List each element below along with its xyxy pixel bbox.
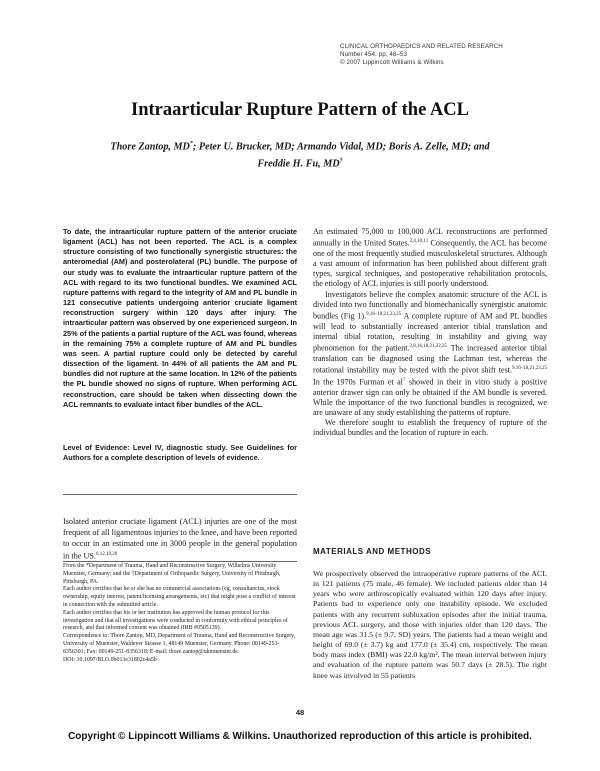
abstract: To date, the intraarticular rupture pattern of the anterior cruciate ligament (ACL) has not been reported. The ACL is a complex structure consisting of two functionally synergistic structures: the anteromedial (AM) and posterolateral (PL) bundle. The purpose of our study was to evaluate the intraarticular rupture pattern of the ACL with regard to its two functional bundles. We examined ACL rupture patterns with regard to the integrity of AM and PL bundle in 121 consecutive patients undergoing anterior cruciate ligament reconstruction surgery within 120 days after injury. The intraarticular pattern was observed by one experienced surgeon. In 25% of the patients a partial rupture of the ACL was found, whereas in the remaining 75% a complete rupture of AM and PL bundles was seen. A partial rupture could only be detected by careful dissection of the ligament. In 44% of all patients the AM and PL bundles did not rupture at the same location. In 12% of the patients the PL bundle showed no signs of rupture. When performing ACL reconstruction, care should be taken when dissecting down the ACL remnants to evaluate intact fiber bundles of the ACL. [63,227,297,409]
intro-text: Isolated anterior cruciate ligament (ACL) injuries are one of the most frequent of all ligamentous injuries to the knee, and have been reported to occur in an estimated one in 3000 people in the general population in the US. [63,517,297,561]
intro-paragraph [63,516,297,562]
footnote-correspondence: Correspondence to: Thore Zantop, MD, Department of Trauma, Hand and Reconstructive Surgery, University of Muenster, Waldeyer Strasse 1, 48149 Muenster, Germany. Phone: 00149-251-8356301; Fax: 00149-251-8356318; E-mail: thore.zantop@ukmuenster.de. [63,633,296,655]
p2-text-a: Investigators believe the complex anatomic structure of the ACL is divided into two functionally and biomechanically synergistic anatomic bundles (Fig 1). [313,289,547,321]
p2-text-c: The increased anterior tibial translation can be diagnosed using the Lachman test, whereas the rotational instability may be tested with the pivot shift test. [313,343,547,375]
paragraph-3: We therefore sought to establish the frequency of rupture of the individual bundles and the location of rupture in each. [313,418,547,438]
section-heading-methods: MATERIALS AND METHODS [313,547,432,556]
p2-ref-3: 9,16–18,21,23,25 [512,366,547,372]
footnote-doi: DOI: 10.1097/BLO.0b013e31802c4a5b [63,656,157,663]
p2-text-b: A complete rupture of AM and PL bundles will lead to substantially increased anterior tibial translation and internal tibial rotation, resulting in instability and giving way phenomenon for the patient. [313,311,548,353]
right-column-body [313,227,547,439]
level-of-evidence: Level of Evidence: Level IV, diagnostic study. See Guidelines for Authors for a complete description of levels of evidence. [63,443,297,463]
intro-ref: 6,12,19,20 [95,552,118,557]
journal-issue: Number 454, pp. 48–53 [340,51,408,58]
author-first-mark: * [189,141,193,147]
author-list [100,137,500,172]
paragraph-1 [313,227,547,290]
footnotes [63,563,297,664]
p1-text: An estimated 75,000 to 100,000 ACL reconstructions are performed annually in the United States. [313,227,547,248]
article-title: Intraarticular Rupture Pattern of the ACL [131,100,469,120]
paragraph-2 [313,290,547,419]
author-last-mark: † [339,158,343,165]
journal-header [340,43,540,67]
author-last: Freddie H. Fu, MD [257,158,340,170]
journal-copyright: © 2007 Lippincott Williams & Wilkins [340,59,444,66]
copyright-footer: Copyright © Lippincott Williams & Wilkins. Unauthorized reproduction of this article is prohibited. [68,731,532,742]
p2-text-d: In the 1970s Furman et al [313,377,403,387]
author-first: Thore Zantop, MD [110,141,190,153]
p2-ref-4: 7 [402,377,406,383]
p1-text-cont: Consequently, the ACL has become one of the most frequently studied musculoskeletal structures. Although a vast amount of information has been published about different graft types, surgical techniques, and postoperative rehabilitation protocols, the etiology of ACL injuries is still poorly understood. [313,238,547,289]
p2-ref-1: 9,16–18,21,23,25 [366,311,402,317]
footnote-irb: Each author certifies that his or her institution has approved the human protocol for this investigation and that all investigations were conducted in conformity with ethical principles of research, and that informed consent was obtained (IRB #0505139). [63,609,288,632]
page-number: 48 [295,708,305,717]
p2-ref-2: 3,8,16,18,21,22,25 [409,344,448,350]
journal-name: CLINICAL ORTHOPAEDICS AND RELATED RESEARCH [340,43,503,50]
author-middle: ; Peter U. Brucker, MD; Armando Vidal, MD; Boris A. Zelle, MD; and [192,141,490,153]
p2-text-e: showed in their in vitro study a positive anterior drawer sign can only be obtained if the AM bundle is severed. While the importance of the two functional bundles is recognized, we are unaware of any study establishing the patterns of rupture. [313,377,547,418]
footnote-affiliation: From the *Department of Trauma, Hand and Reconstructive Surgery, Wilhelms University Muenster, Germany; and the †Department of Orthopaedic Surgery, University of Pittsburgh, Pittsburgh, PA. [63,563,281,585]
p1-ref: 2,4,10,11 [409,239,429,245]
methods-paragraph: We prospectively observed the intraoperative rupture patterns of the ACL in 121 patients (75 male, 46 female). We included patients older than 14 years who were arthroscopically evaluated within 120 days after injury. Patients had to experience only one instability episode. We excluded patients with any recurrent subluxation episodes after the initial trauma, previous ACL surgery, and those with injuries older than 120 days. The mean age was 31.5 (± 9.7, SD) years. The patients had a mean weight and height of 69.0 (± 3.7) kg and 177.0 (± 35.4) cm, respectively. The mean body mass index (BMI) was 22.0 kg/m². The mean interval between injury and evaluation of the rupture pattern was 50.7 days (± 28.5). The right knee was involved in 55 patients [313,569,547,680]
footnote-conflict: Each author certifies that he or she has no commercial associations (eg, consultancies, stock ownership, equity interest, patent/licensing arrangements, etc) that might pose a conflict of interest in connection with the submitted article. [63,586,296,608]
abstract-divider [63,494,297,495]
footnote-divider [63,561,297,562]
